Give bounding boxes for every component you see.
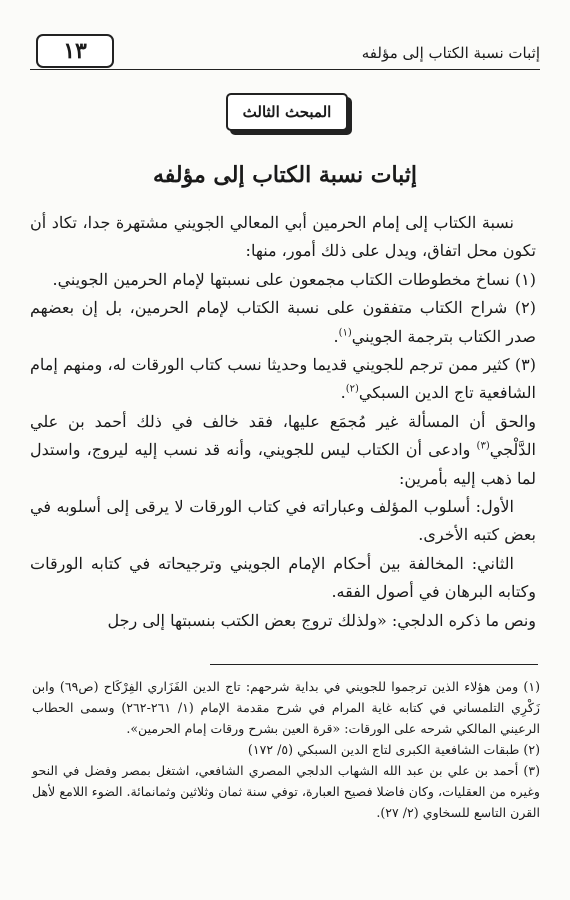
running-header-title: إثبات نسبة الكتاب إلى مؤلفه xyxy=(361,44,540,62)
header-rule xyxy=(30,69,540,70)
footnote-ref-3[interactable]: (٣) xyxy=(476,440,490,452)
footnote-3: (٣) أحمد بن علي بن عبد الله الشهاب الدلجي المصري الشافعي، اشتغل بمصر وفضل في النحو وغيره من العقليات، وكان فاضلا فصيح العبارة، توفي سنة ثمان وثلاثين وثمانمائة. الضوء اللامع لأهل القرن التاسع للسخاوي (٢/ ٢٧). xyxy=(32,763,540,820)
footnotes xyxy=(32,676,540,823)
paragraph-4-text: (٣) كثير ممن ترجم للجويني قديما وحديثا نسب كتاب الورقات له، ومنهم إمام الشافعية تاج الدين السبكي xyxy=(30,355,536,403)
paragraph-4-end: . xyxy=(340,383,346,403)
paragraph-7: الثاني: المخالفة بين أحكام الإمام الجويني وترجيحاته في كتابه الورقات وكتابه البرهان في أصول الفقه. xyxy=(30,553,536,602)
page-number: ١٣ xyxy=(36,34,114,68)
footnote-1: (١) ومن هؤلاء الذين ترجموا للجويني في بداية شرحهم: تاج الدين الفَزَاري الفِرْكَاح (ص٦٩) وابن زَكْرِي التلمساني في كتابه غاية المرام في شرح مقدمة الإمام (١/ ٢٦١-٢٦٢) وسمى الحطاب الرعيني المالكي شرحه على الورقات: «قرة العين بشرح ورقات إمام الحرمين». xyxy=(32,679,541,736)
footnote-separator xyxy=(210,664,538,665)
paragraph-6: الأول: أسلوب المؤلف وعباراته في كتاب الورقات لا يرقى إلى أسلوبه في بعض كتبه الأخرى. xyxy=(30,497,536,545)
paragraph-3-end: . xyxy=(333,326,339,346)
paragraph-3-text: (٢) شراح الكتاب متفقون على نسبة الكتاب لإمام الحرمين، بل إن بعضهم صدر الكتاب بترجمة الجويني xyxy=(30,298,536,346)
page-title: إثبات نسبة الكتاب إلى مؤلفه xyxy=(152,162,418,188)
body-text xyxy=(30,209,536,635)
paragraph-2: (١) نساخ مخطوطات الكتاب مجمعون على نسبتها لإمام الحرمين الجويني. xyxy=(52,269,536,289)
section-label: المبحث الثالث xyxy=(226,93,348,131)
paragraph-1: نسبة الكتاب إلى إمام الحرمين أبي المعالي الجويني مشتهرة جدا، تكاد أن تكون محل اتفاق، ويدل على ذلك أمور، منها: xyxy=(30,213,536,261)
footnote-ref-2[interactable]: (٢) xyxy=(345,384,359,396)
paragraph-5-text-a: والحق أن المسألة غير مُجمَع عليها، فقد خالف في ذلك أحمد بن علي الدَّلْجي xyxy=(30,411,536,460)
footnote-2: (٢) طبقات الشافعية الكبرى لتاج الدين السبكي (٥/ ١٧٢) xyxy=(247,742,540,757)
paragraph-4 xyxy=(30,351,536,408)
paragraph-5 xyxy=(30,408,536,493)
paragraph-8: ونص ما ذكره الدلجي: «ولذلك تروج بعض الكتب بنسبتها إلى رجل xyxy=(107,610,536,630)
paragraph-5-text-b: وادعى أن الكتاب ليس للجويني، وأنه قد نسب إليه ليروج، واستدل لما ذهب إليه بأمرين: xyxy=(30,440,536,488)
footnote-ref-1[interactable]: (١) xyxy=(338,327,352,339)
running-header xyxy=(30,34,540,72)
paragraph-3 xyxy=(30,294,536,351)
